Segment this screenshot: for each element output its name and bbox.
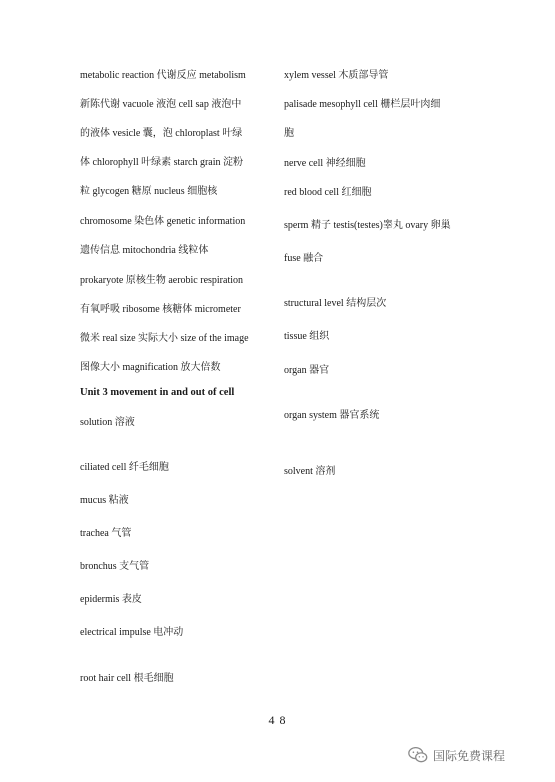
term-line: sperm 精子 testis(testes)睾丸 ovary 卵巢 <box>284 220 451 231</box>
term-line: electrical impulse 电冲动 <box>80 627 184 638</box>
term-line: solvent 溶剂 <box>284 466 336 477</box>
term-line: 图像大小 magnification 放大倍数 <box>80 362 221 373</box>
term-line: metabolic reaction 代谢反应 metabolism <box>80 70 246 81</box>
term-line: structural level 结构层次 <box>284 298 387 309</box>
term-line: 遗传信息 mitochondria 线粒体 <box>80 245 209 256</box>
term-line: fuse 融合 <box>284 253 324 264</box>
term-line: prokaryote 原核生物 aerobic respiration <box>80 275 244 286</box>
term-line: trachea 气管 <box>80 528 132 539</box>
term-line: ciliated cell 纤毛细胞 <box>80 462 169 473</box>
term-line: 微米 real size 实际大小 size of the image <box>80 333 249 344</box>
term-line: bronchus 支气管 <box>80 561 150 572</box>
term-line: 有氧呼吸 ribosome 核糖体 micrometer <box>80 304 241 315</box>
term-line: root hair cell 根毛细胞 <box>80 673 174 684</box>
page-number: 4 8 <box>268 713 287 727</box>
term-line: organ 器官 <box>284 365 330 376</box>
wechat-icon <box>407 744 429 766</box>
term-line: epidermis 表皮 <box>80 594 142 605</box>
term-line: 胞 <box>284 128 294 139</box>
term-line: 的液体 vesicle 囊，泡 chloroplast 叶绿 <box>80 128 243 139</box>
term-line: 新陈代谢 vacuole 液泡 cell sap 液泡中 <box>80 99 242 110</box>
term-line: solution 溶液 <box>80 417 135 428</box>
term-line: red blood cell 红细胞 <box>284 187 372 198</box>
term-line: nerve cell 神经细胞 <box>284 158 366 169</box>
term-line: mucus 粘液 <box>80 495 129 506</box>
term-line: tissue 组织 <box>284 331 330 342</box>
term-line: xylem vessel 木质部导管 <box>284 70 389 81</box>
term-line: chromosome 染色体 genetic information <box>80 216 246 227</box>
term-line: palisade mesophyll cell 栅栏层叶肉细 <box>284 99 441 110</box>
term-line: organ system 器官系统 <box>284 410 380 421</box>
watermark <box>407 744 505 766</box>
unit-heading: Unit 3 movement in and out of cell <box>80 387 235 398</box>
term-line: 粒 glycogen 糖原 nucleus 细胞核 <box>80 186 218 197</box>
watermark-text: 国际免费课程 <box>433 748 506 763</box>
term-line: 体 chlorophyll 叶绿素 starch grain 淀粉 <box>80 157 244 168</box>
